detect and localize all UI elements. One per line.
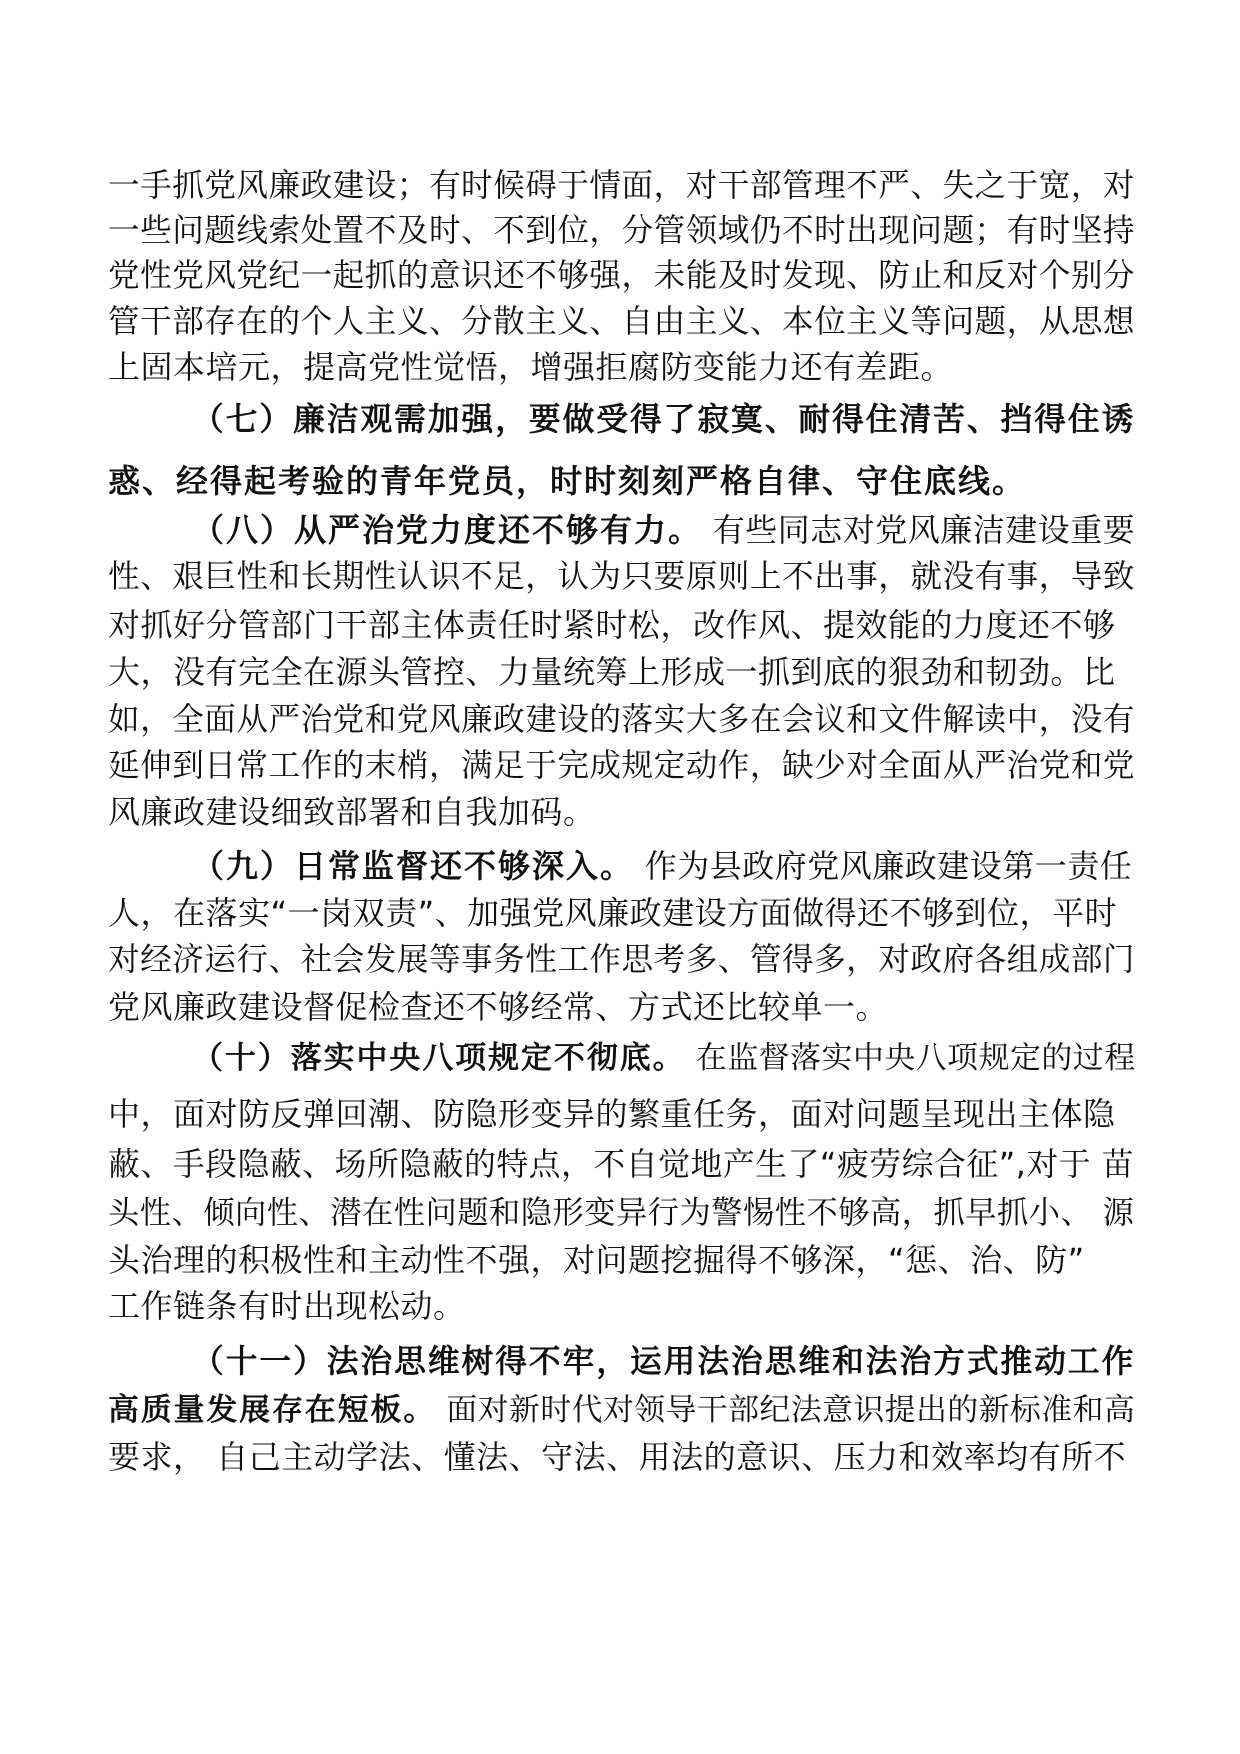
section-heading-9 [192, 846, 1132, 886]
body-line [108, 211, 1135, 251]
body-line [108, 1193, 1134, 1233]
body-line [108, 1144, 1134, 1184]
section-heading-11 [192, 1342, 1135, 1382]
body-line [108, 700, 1135, 740]
body-line [108, 1437, 1126, 1477]
section-heading-8 [192, 510, 1135, 550]
body-line [108, 940, 1135, 980]
body-line [108, 166, 1135, 206]
line-text: 对经济运行、社会发展等事务性工作思考多、管得多，对政府各组成部门 [108, 942, 1136, 978]
body-line [108, 652, 1116, 692]
section-heading-11-cont [108, 1390, 1135, 1430]
heading-text: （八）从严治党力度还不够有力。 [192, 511, 703, 549]
body-line [108, 893, 1117, 933]
body-line [108, 302, 1135, 342]
body-line [108, 1094, 1116, 1134]
line-text: 大，没有完全在源头管控、力量统筹上形成一抓到底的狠劲和韧劲。比 [108, 653, 1116, 691]
line-text: 党性党风党纪一起抓的意识还不够强，未能及时发现、防止和反对个别分 [108, 258, 1136, 294]
body-line [108, 746, 1135, 786]
line-text: 管干部存在的个人主义、分散主义、自由主义、本位主义等问题，从思想 [108, 304, 1136, 340]
line-text: 中，面对防反弹回潮、防隐形变异的繁重任务，面对问题呈现出主体隐 [108, 1095, 1116, 1133]
line-text: 上固本培元，提高党性觉悟，增强拒腐防变能力还有差距。 [108, 348, 954, 386]
line-text: 延伸到日常工作的末梢，满足于完成规定动作，缺少对全面从严治党和党 [108, 748, 1136, 784]
heading-text: （九）日常监督还不够深入。 [192, 847, 635, 885]
heading-text: （十一）法治思维树得不牢，运用法治思维和法治方式推动工作 [192, 1344, 1136, 1380]
line-text: 工作链条有时出现松动。 [108, 1287, 466, 1325]
line-text: 面对新时代对领导干部纪法意识提出的新标准和高 [436, 1392, 1136, 1428]
section-heading-10 [192, 1038, 1136, 1078]
heading-text: 高质量发展存在短板。 [108, 1392, 437, 1428]
line-text: 性、艰巨性和长期性认识不足，认为只要原则上不出事，就没有事，导致 [108, 559, 1136, 595]
section-heading-7 [192, 400, 1135, 440]
line-text: 要求， 自己主动学法、懂法、守法、用法的意识、压力和效率均有所不 [108, 1438, 1127, 1476]
body-line [108, 792, 596, 832]
line-text: 头性、倾向性、潜在性问题和隐形变异行为警惕性不够高，抓早抓小、 源 [108, 1195, 1135, 1231]
line-text: 有些同志对党风廉洁建设重要 [702, 511, 1136, 549]
heading-text: （七）廉洁观需加强，要做受得了寂寞、耐得住清苦、挡得住诱 [192, 402, 1136, 438]
section-heading-7-cont [108, 461, 1026, 501]
body-line [108, 256, 1135, 296]
line-text: 对抓好分管部门干部主体责任时紧时松，改作风、提效能的力度还不够 [108, 606, 1116, 644]
line-text: 一手抓党风廉政建设；有时候碍于情面，对干部管理不严、失之于宽，对 [108, 168, 1136, 204]
line-text: 作为县政府党风廉政建设第一责任 [634, 847, 1133, 885]
line-text: 如，全面从严治党和党风廉政建设的落实大多在会议和文件解读中，没有 [108, 702, 1136, 738]
body-line [108, 347, 953, 387]
line-text: 人，在落实“一岗双责”、加强党风廉政建设方面做得还不够到位，平时 [108, 894, 1118, 932]
body-line [108, 605, 1116, 645]
heading-text: （十）落实中央八项规定不彻底。 [192, 1040, 686, 1076]
line-text: 一些问题线索处置不及时、不到位，分管领域仍不时出现问题；有时坚持 [108, 213, 1136, 249]
line-text: 风廉政建设细致部署和自我加码。 [108, 793, 596, 831]
body-line [108, 1240, 1085, 1280]
body-line [108, 557, 1135, 597]
line-text: 头治理的积极性和主动性不强，对问题挖掘得不够深，“惩、治、防” [108, 1241, 1085, 1279]
heading-text: 惑、经得起考验的青年党员，时时刻刻严格自律、守住底线。 [108, 462, 1027, 500]
body-line [108, 987, 888, 1027]
line-text: 蔽、手段隐蔽、场所隐蔽的特点，不自觉地产生了“疲劳综合征”,对于 苗 [108, 1145, 1135, 1183]
line-text: 在监督落实中央八项规定的过程 [685, 1040, 1136, 1076]
body-line [108, 1286, 466, 1326]
line-text: 党风廉政建设督促检查还不够经常、方式还比较单一。 [108, 988, 889, 1026]
